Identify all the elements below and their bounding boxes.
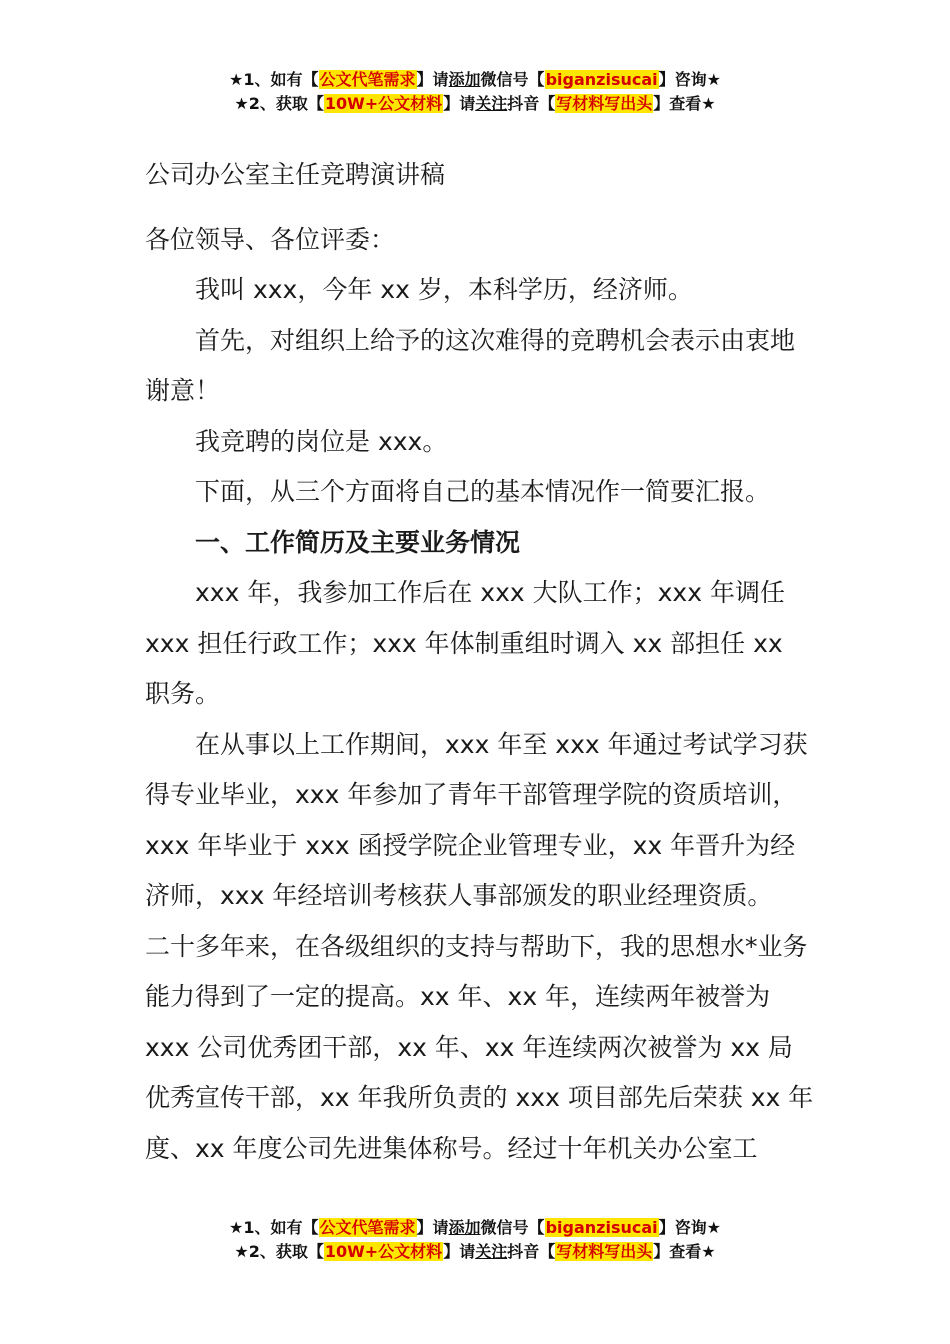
document-title: 公司办公室主任竞聘演讲稿 [145,160,446,189]
paragraph-outline: 下面，从三个方面将自己的基本情况作一简要汇报。 [195,477,771,506]
promo-banner-bottom [0,1216,950,1264]
highlight-douyin-account: 写材料写出头 [556,94,653,113]
promo-line-1-bottom: ★1、如有【公文代笔需求】请添加微信号【biganzisucai】咨询★ [229,1218,721,1237]
section-heading-1: 一、工作简历及主要业务情况 [195,527,521,557]
promo-line-2: ★2、获取【10W+公文材料】请关注抖音【写材料写出头】查看★ [234,94,716,113]
paragraph-intro: 我叫 xxx，今年 xx 岁，本科学历，经济师。 [195,275,693,304]
highlight-ghostwriting: 公文代笔需求 [319,1218,416,1237]
promo-banner-top [0,68,950,116]
paragraph-achievements: 二十多年来，在各级组织的支持与帮助下，我的思想水*业务能力得到了一定的提高。xx 年、xx 年，连续两年被誉为 xxx 公司优秀团干部，xx 年、xx 年连续两次被誉为 xx 局优秀宣传干部，xx 年我所负责的 xxx 项目部先后荣获 xx 年度、xx 年度公司先进集体称号。经过十年机关办公室工 [145,931,814,1163]
promo-line-2-bottom: ★2、获取【10W+公文材料】请关注抖音【写材料写出头】查看★ [234,1242,716,1261]
salutation: 各位领导、各位评委： [145,224,396,254]
highlight-ghostwriting: 公文代笔需求 [319,70,416,89]
paragraph-thanks: 首先，对组织上给予的这次难得的竞聘机会表示由衷地谢意！ [145,325,796,405]
paragraph-position: 我竞聘的岗位是 xxx。 [195,426,448,456]
promo-line-1: ★1、如有【公文代笔需求】请添加微信号【biganzisucai】咨询★ [229,70,721,89]
paragraph-work-history: xxx 年，我参加工作后在 xxx 大队工作；xxx 年调任 xxx 担任行政工作；xxx 年体制重组时调入 xx 部担任 xx 职务。 [145,578,785,708]
highlight-wechat-id: biganzisucai [545,70,658,89]
highlight-materials: 10W+公文材料 [324,1242,443,1261]
document-body [145,150,815,1174]
highlight-wechat-id: biganzisucai [545,1218,658,1237]
paragraph-education: 在从事以上工作期间，xxx 年至 xxx 年通过考试学习获得专业毕业，xxx 年参加了青年干部管理学院的资质培训，xxx 年毕业于 xxx 函授学院企业管理专业，xx 年晋升为经济师，xxx 年经培训考核获人事部颁发的职业经理资质。 [145,729,808,910]
highlight-douyin-account: 写材料写出头 [556,1242,653,1261]
highlight-materials: 10W+公文材料 [324,94,443,113]
